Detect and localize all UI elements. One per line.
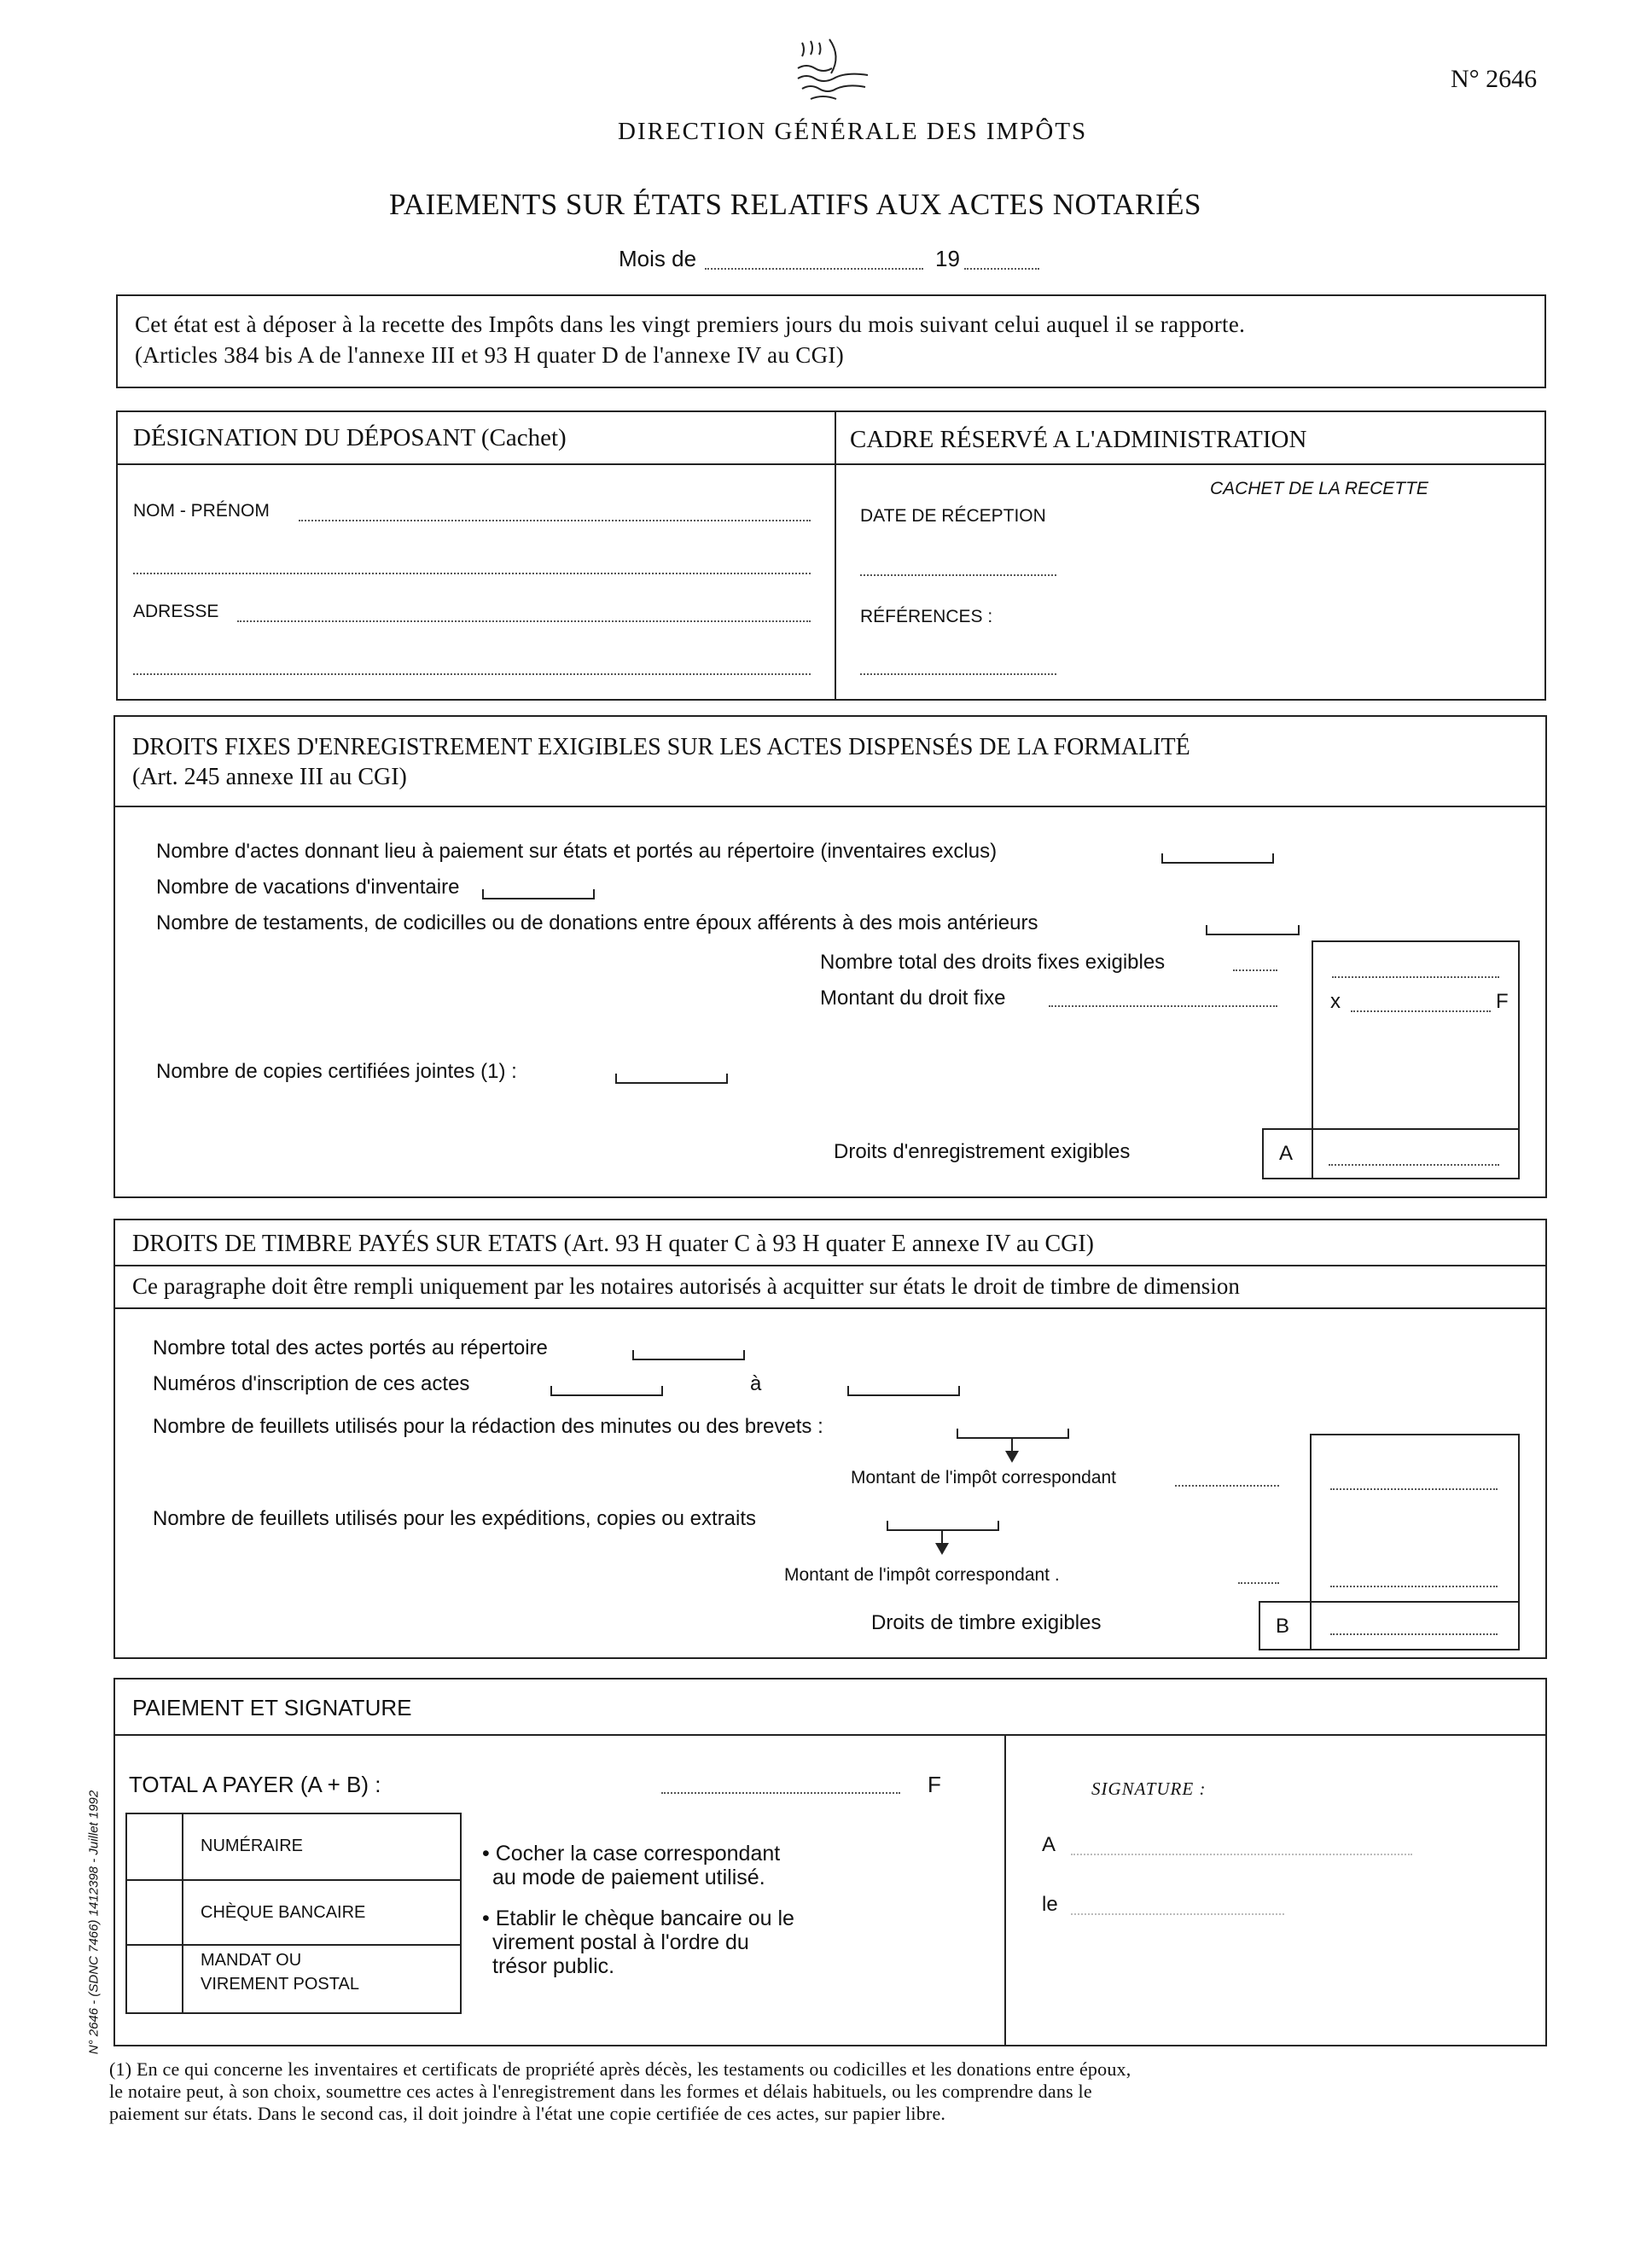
testaments-label: Nombre de testaments, de codicilles ou de donations entre époux afférents à des mois antérieurs (156, 911, 1038, 934)
stamp-values-column (1310, 1434, 1520, 1603)
notice-line-1: Cet état est à déposer à la recette des Impôts dans les vingt premiers jours du mois suivant celui auquel il se rapporte. (135, 311, 1246, 337)
name-field-line-2[interactable] (133, 573, 811, 574)
admin-heading: CADRE RÉSERVÉ A L'ADMINISTRATION (850, 426, 1307, 453)
sheets-minutes-input[interactable] (957, 1429, 1069, 1439)
page-title: PAIEMENTS SUR ÉTATS RELATIFS AUX ACTES NOTARIÉS (389, 188, 1201, 221)
instruction-2-line-2: virement postal à l'ordre du (492, 1930, 749, 1954)
sheets-copies-input[interactable] (887, 1521, 999, 1531)
date-field[interactable] (1071, 1913, 1284, 1915)
postal-label-line-2: VIREMENT POSTAL (201, 1975, 359, 1994)
address-field[interactable] (237, 620, 811, 622)
total-acts-input[interactable] (632, 1350, 745, 1360)
tax-amount-field-1[interactable] (1330, 1488, 1498, 1490)
footnote-line-2: le notaire peut, à son choix, soumettre ces actes à l'enregistrement dans les formes et délais habituels, ou les comprendre dans le (109, 2081, 1092, 2102)
cash-label: NUMÉRAIRE (201, 1837, 304, 1855)
notice-box (116, 294, 1546, 388)
stamp-duties-heading: DROITS DE TIMBRE PAYÉS SUR ETATS (Art. 93 H quater C à 93 H quater E annexe IV au CGI) (132, 1231, 1094, 1257)
fixed-duties-subheading: (Art. 245 annexe III au CGI) (132, 764, 407, 790)
fixed-values-column (1312, 940, 1520, 1130)
footnote-line-3: paiement sur états. Dans le second cas, il doit joindre à l'état une copie certifiée de ces actes, sur papier libre. (109, 2103, 946, 2124)
place-field[interactable] (1071, 1854, 1412, 1855)
numbers-label: Numéros d'inscription de ces actes (153, 1372, 470, 1395)
amount-fixed-field[interactable] (1351, 1010, 1491, 1012)
side-code: N° 2646 - (SDNC 7466) 1412398 - Juillet 1992 (86, 1790, 102, 2055)
vacations-input[interactable] (482, 889, 595, 899)
references-field[interactable] (860, 673, 1056, 675)
reception-date-label: DATE DE RÉCEPTION (860, 506, 1046, 526)
amount-fixed-label: Montant du droit fixe (820, 987, 1006, 1010)
box-b (1259, 1601, 1312, 1650)
tax-amount-field-2[interactable] (1330, 1586, 1498, 1587)
tax-amount-dots-2 (1238, 1582, 1279, 1584)
references-label: RÉFÉRENCES : (860, 607, 993, 626)
reception-date-field[interactable] (860, 574, 1056, 576)
numbers-to-input[interactable] (847, 1386, 960, 1396)
agency-name: DIRECTION GÉNÉRALE DES IMPÔTS (618, 118, 1088, 145)
depositor-heading: DÉSIGNATION DU DÉPOSANT (Cachet) (133, 424, 567, 451)
total-acts-label: Nombre total des actes portés au répertoire (153, 1336, 548, 1359)
registration-label: Droits d'enregistrement exigibles (834, 1140, 1131, 1163)
place-label: A (1042, 1833, 1056, 1856)
check-checkbox[interactable] (127, 1881, 182, 1944)
testaments-input[interactable] (1206, 925, 1300, 935)
total-fixed-field[interactable] (1332, 976, 1499, 978)
total-label: TOTAL A PAYER (A + B) : (129, 1772, 381, 1797)
total-fixed-label: Nombre total des droits fixes exigibles (820, 951, 1166, 974)
instruction-2-line-3: trésor public. (492, 1954, 615, 1978)
form-number: N° 2646 (1451, 65, 1538, 93)
footnote-line-1: (1) En ce qui concerne les inventaires et certificats de propriété après décès, les testaments ou codicilles et les donations entre époux, (109, 2058, 1131, 2080)
tax-amount-label-1: Montant de l'impôt correspondant (851, 1468, 1117, 1487)
fixed-duties-section (113, 715, 1547, 1198)
footnote (109, 2058, 1551, 2125)
acts-input[interactable] (1161, 853, 1274, 864)
tax-amount-dots-1 (1175, 1485, 1279, 1487)
year-prefix: 19 (935, 246, 960, 271)
signature-area[interactable] (1020, 1936, 1532, 2029)
logo (785, 34, 887, 111)
name-label: NOM - PRÉNOM (133, 501, 270, 521)
amount-fixed-dots (1049, 1005, 1277, 1007)
box-b-letter: B (1276, 1615, 1290, 1638)
check-label: CHÈQUE BANCAIRE (201, 1903, 366, 1922)
month-field[interactable] (705, 268, 923, 270)
sheets-minutes-label: Nombre de feuillets utilisés pour la rédaction des minutes ou des brevets : (153, 1415, 823, 1438)
multiply-sign: x (1330, 990, 1341, 1013)
total-field[interactable] (661, 1792, 900, 1794)
stamp-label: Droits de timbre exigibles (871, 1611, 1102, 1634)
registration-amount-box[interactable] (1312, 1128, 1520, 1179)
currency-f: F (1496, 990, 1509, 1013)
box-a-letter: A (1279, 1142, 1294, 1165)
payment-heading: PAIEMENT ET SIGNATURE (132, 1695, 412, 1720)
total-currency: F (928, 1772, 941, 1797)
year-field[interactable] (964, 268, 1039, 270)
copies-label: Nombre de copies certifiées jointes (1) : (156, 1060, 517, 1083)
date-label: le (1042, 1893, 1058, 1916)
signature-label: SIGNATURE : (1091, 1778, 1207, 1799)
stamp-label: CACHET DE LA RECETTE (1210, 479, 1428, 498)
notice-line-2: (Articles 384 bis A de l'annexe III et 93 H quater D de l'annexe IV au CGI) (135, 342, 844, 368)
box-a (1262, 1128, 1313, 1179)
postal-checkbox[interactable] (127, 1946, 182, 2012)
to-label: à (750, 1372, 762, 1395)
fixed-duties-heading: DROITS FIXES D'ENREGISTREMENT EXIGIBLES SUR LES ACTES DISPENSÉS DE LA FORMALITÉ (132, 734, 1190, 760)
instruction-1-line-1: • Cocher la case correspondant (482, 1842, 781, 1866)
postal-label-line-1: MANDAT OU (201, 1951, 302, 1970)
payment-section (113, 1678, 1547, 2046)
address-label: ADRESSE (133, 602, 219, 621)
name-field[interactable] (299, 520, 811, 521)
numbers-from-input[interactable] (550, 1386, 663, 1396)
depositor-admin-box (116, 410, 1546, 701)
arrow-down-icon (1005, 1451, 1019, 1463)
total-fixed-dots (1233, 969, 1277, 971)
payment-methods-table (125, 1813, 462, 2014)
stamp-amount-box[interactable] (1310, 1601, 1520, 1650)
acts-label: Nombre d'actes donnant lieu à paiement sur états et portés au répertoire (inventaires exclus) (156, 840, 998, 863)
instruction-1-line-2: au mode de paiement utilisé. (492, 1866, 765, 1889)
stamp-duties-subheading: Ce paragraphe doit être rempli uniquement par les notaires autorisés à acquitter sur états le droit de timbre de dimension (132, 1273, 1240, 1299)
sheets-copies-label: Nombre de feuillets utilisés pour les expéditions, copies ou extraits (153, 1507, 757, 1530)
stamp-duties-section (113, 1219, 1547, 1659)
copies-input[interactable] (615, 1074, 728, 1084)
vacations-label: Nombre de vacations d'inventaire (156, 876, 460, 899)
arrow-down-icon (935, 1543, 949, 1555)
tax-amount-label-2: Montant de l'impôt correspondant . (784, 1565, 1060, 1585)
address-field-line-2[interactable] (133, 673, 811, 675)
instruction-2-line-1: • Etablir le chèque bancaire ou le (482, 1906, 794, 1930)
cash-checkbox[interactable] (127, 1814, 182, 1879)
month-label: Mois de (619, 246, 697, 271)
